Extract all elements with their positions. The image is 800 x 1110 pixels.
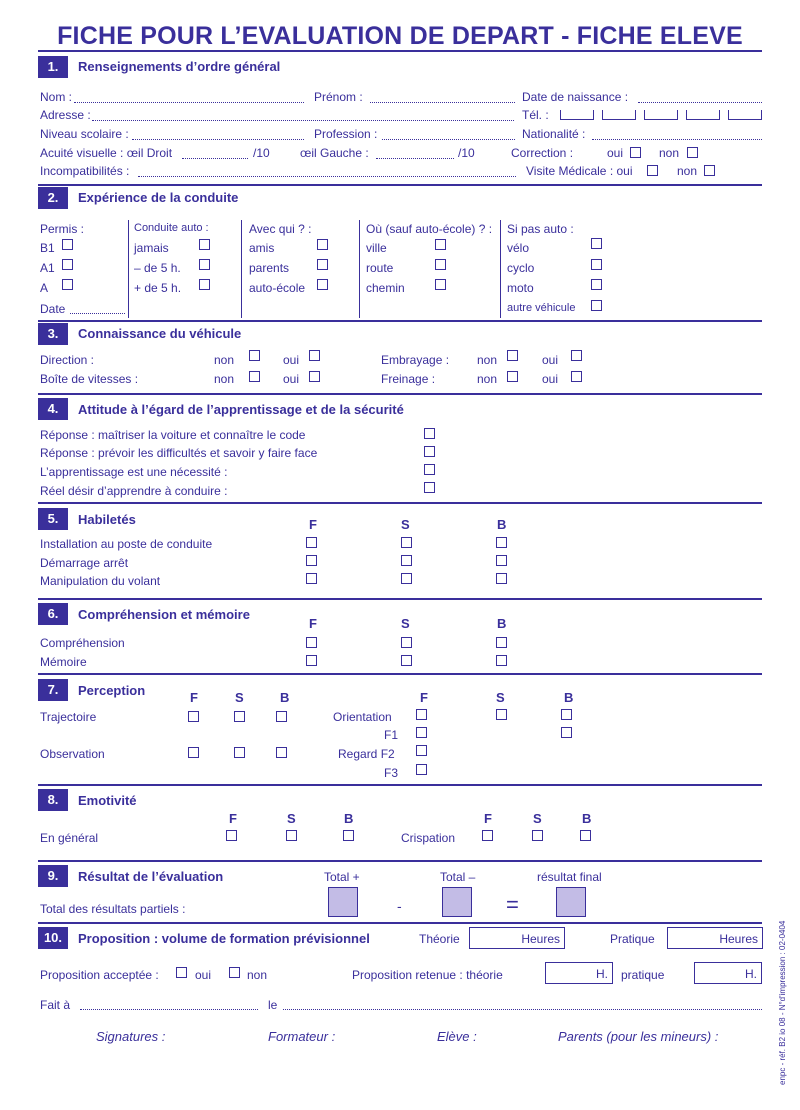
perception-b2-header: B bbox=[564, 690, 574, 705]
resultat-final-box[interactable] bbox=[556, 887, 586, 917]
acceptee-label: Proposition acceptée : bbox=[40, 968, 159, 982]
direction-non-label: non bbox=[214, 353, 235, 367]
col-divider-3 bbox=[359, 220, 360, 318]
visite-oui-checkbox[interactable] bbox=[647, 165, 658, 176]
velo-label: vélo bbox=[507, 241, 530, 255]
section-4-number: 4. bbox=[38, 398, 68, 420]
attitude-item: L’apprentissage est une nécessité : bbox=[40, 465, 228, 479]
direction-oui-label: oui bbox=[283, 353, 300, 367]
perception-f2-header: F bbox=[420, 690, 428, 705]
autre-checkbox[interactable] bbox=[591, 300, 602, 311]
freinage-non-checkbox[interactable] bbox=[507, 371, 518, 382]
autoecole-checkbox[interactable] bbox=[317, 279, 328, 290]
section-7-title: Perception bbox=[78, 683, 146, 698]
section-2-rule bbox=[38, 184, 762, 186]
le-label: le bbox=[268, 998, 278, 1012]
sipas-label: Si pas auto : bbox=[507, 222, 574, 236]
profession-label: Profession : bbox=[314, 127, 378, 141]
trajectoire-label: Trajectoire bbox=[40, 710, 97, 724]
observation-s-checkbox[interactable] bbox=[234, 747, 245, 758]
naissance-field[interactable] bbox=[638, 102, 762, 103]
regard-label: Regard F2 bbox=[338, 747, 395, 761]
permis-label: Permis : bbox=[40, 222, 85, 236]
orientation-label: Orientation bbox=[333, 710, 392, 724]
perception-s-header: S bbox=[235, 690, 244, 705]
emotivite-b-header: B bbox=[344, 811, 354, 826]
nom-label: Nom : bbox=[40, 90, 73, 104]
section-1-number: 1. bbox=[38, 56, 68, 78]
route-checkbox[interactable] bbox=[435, 259, 446, 270]
permis-a1-checkbox[interactable] bbox=[62, 259, 73, 270]
jamais-label: jamais bbox=[134, 241, 169, 255]
embrayage-non-checkbox[interactable] bbox=[507, 350, 518, 361]
cyclo-checkbox[interactable] bbox=[591, 259, 602, 270]
permis-b1-label: B1 bbox=[40, 241, 55, 255]
habiletes-b-header: B bbox=[497, 517, 507, 532]
section-8-title: Emotivité bbox=[78, 793, 137, 808]
orientation-b-checkbox[interactable] bbox=[561, 709, 572, 720]
equals-sign: = bbox=[506, 892, 519, 917]
acceptee-oui-label: oui bbox=[195, 968, 212, 982]
emotivite-s-header: S bbox=[287, 811, 296, 826]
permis-a1-label: A1 bbox=[40, 261, 55, 275]
section-6-number: 6. bbox=[38, 603, 68, 625]
avecqui-label: Avec qui ? : bbox=[249, 222, 312, 236]
comprehension-b-checkbox[interactable] bbox=[496, 637, 507, 648]
parents-label: Parents (pour les mineurs) : bbox=[558, 1029, 719, 1044]
section-3-rule bbox=[38, 320, 762, 322]
attitude-item: Réponse : prévoir les difficultés et savoir y faire face bbox=[40, 446, 318, 460]
comprehension-s-header: S bbox=[401, 616, 410, 631]
habiletes-item: Installation au poste de conduite bbox=[40, 537, 213, 551]
signatures-label: Signatures : bbox=[96, 1029, 166, 1044]
boite-oui-checkbox[interactable] bbox=[309, 371, 320, 382]
boite-label: Boîte de vitesses : bbox=[40, 372, 139, 386]
habiletes-s-checkbox[interactable] bbox=[401, 537, 412, 548]
pratique-label: Pratique bbox=[610, 932, 655, 946]
amis-label: amis bbox=[249, 241, 275, 255]
pratique-heures-unit: Heures bbox=[719, 932, 758, 946]
acceptee-non-label: non bbox=[247, 968, 268, 982]
general-s-checkbox[interactable] bbox=[286, 830, 297, 841]
fait-label: Fait à bbox=[40, 998, 71, 1012]
boite-non-checkbox[interactable] bbox=[249, 371, 260, 382]
resultat-final-label: résultat final bbox=[537, 870, 602, 884]
attitude-checkbox[interactable] bbox=[424, 464, 435, 475]
parents-checkbox[interactable] bbox=[317, 259, 328, 270]
habiletes-b-checkbox[interactable] bbox=[496, 537, 507, 548]
section-10-title: Proposition : volume de formation prévisionnel bbox=[78, 931, 370, 946]
section-8-rule bbox=[38, 784, 762, 786]
comprehension-f-checkbox[interactable] bbox=[306, 637, 317, 648]
theorie-label: Théorie bbox=[419, 932, 460, 946]
trajectoire-f-checkbox[interactable] bbox=[188, 711, 199, 722]
direction-non-checkbox[interactable] bbox=[249, 350, 260, 361]
moins5-checkbox[interactable] bbox=[199, 259, 210, 270]
tel-box-2[interactable] bbox=[602, 110, 636, 120]
cyclo-label: cyclo bbox=[507, 261, 535, 275]
theorie-heures-field[interactable] bbox=[469, 927, 565, 949]
comprehension-item: Compréhension bbox=[40, 636, 125, 650]
col-divider-4 bbox=[500, 220, 501, 318]
nationalite-field[interactable] bbox=[592, 139, 762, 140]
memoire-f-checkbox[interactable] bbox=[306, 655, 317, 666]
memoire-b-checkbox[interactable] bbox=[496, 655, 507, 666]
habiletes-item: Manipulation du volant bbox=[40, 574, 161, 588]
general-label: En général bbox=[40, 831, 99, 845]
profession-field[interactable] bbox=[382, 139, 515, 140]
attitude-checkbox[interactable] bbox=[424, 446, 435, 457]
perception-s2-header: S bbox=[496, 690, 505, 705]
permis-a-checkbox[interactable] bbox=[62, 279, 73, 290]
crispation-label: Crispation bbox=[401, 831, 456, 845]
section-7-rule bbox=[38, 673, 762, 675]
chemin-checkbox[interactable] bbox=[435, 279, 446, 290]
amis-checkbox[interactable] bbox=[317, 239, 328, 250]
ville-label: ville bbox=[366, 241, 387, 255]
comprehension-f-header: F bbox=[309, 616, 317, 631]
adresse-label: Adresse : bbox=[40, 108, 91, 122]
acceptee-non-checkbox[interactable] bbox=[229, 967, 240, 978]
retenue-pratique-unit: H. bbox=[745, 967, 757, 981]
embrayage-oui-label: oui bbox=[542, 353, 559, 367]
trajectoire-b-checkbox[interactable] bbox=[276, 711, 287, 722]
conduite-label: Conduite auto : bbox=[134, 222, 209, 234]
freinage-oui-checkbox[interactable] bbox=[571, 371, 582, 382]
f1-b-checkbox[interactable] bbox=[561, 727, 572, 738]
col-divider-2 bbox=[241, 220, 242, 318]
emotivite-s2-header: S bbox=[533, 811, 542, 826]
perception-b-header: B bbox=[280, 690, 290, 705]
oeil-gauche-field[interactable] bbox=[376, 158, 454, 159]
correction-non-checkbox[interactable] bbox=[687, 147, 698, 158]
partiels-label: Total des résultats partiels : bbox=[40, 902, 186, 916]
section-4-rule bbox=[38, 393, 762, 395]
velo-checkbox[interactable] bbox=[591, 238, 602, 249]
habiletes-item: Démarrage arrêt bbox=[40, 556, 129, 570]
total-plus-box[interactable] bbox=[328, 887, 358, 917]
observation-f-checkbox[interactable] bbox=[188, 747, 199, 758]
habiletes-s-checkbox[interactable] bbox=[401, 573, 412, 584]
section-7-number: 7. bbox=[38, 679, 68, 701]
attitude-item: Réel désir d’apprendre à conduire : bbox=[40, 484, 228, 498]
col-divider-1 bbox=[128, 220, 129, 318]
retenue-pratique-field[interactable] bbox=[694, 962, 762, 984]
moto-checkbox[interactable] bbox=[591, 279, 602, 290]
autre-label: autre véhicule bbox=[507, 302, 576, 314]
ou-label: Où (sauf auto-école) ? : bbox=[366, 222, 493, 236]
correction-label: Correction : bbox=[511, 146, 574, 160]
prenom-field[interactable] bbox=[370, 102, 515, 103]
emotivite-f2-header: F bbox=[484, 811, 492, 826]
habiletes-s-header: S bbox=[401, 517, 410, 532]
general-f-checkbox[interactable] bbox=[226, 830, 237, 841]
reference-side-text: enpc - réf. B2 io 08 - N°d'impression : 02-0404 bbox=[778, 920, 787, 1085]
nom-field[interactable] bbox=[74, 102, 304, 103]
retenue-theorie-unit: H. bbox=[596, 967, 608, 981]
oeil-droit-field[interactable] bbox=[182, 158, 248, 159]
tel-box-1[interactable] bbox=[560, 110, 594, 120]
section-10-number: 10. bbox=[38, 927, 68, 949]
total-moins-box[interactable] bbox=[442, 887, 472, 917]
section-6-title: Compréhension et mémoire bbox=[78, 607, 250, 622]
section-9-title: Résultat de l’évaluation bbox=[78, 869, 224, 884]
comprehension-b-header: B bbox=[497, 616, 507, 631]
visite-label: Visite Médicale : oui bbox=[526, 164, 633, 178]
f3-checkbox[interactable] bbox=[416, 764, 427, 775]
permis-date-label: Date bbox=[40, 302, 66, 316]
attitude-checkbox[interactable] bbox=[424, 428, 435, 439]
regard-f2-checkbox[interactable] bbox=[416, 745, 427, 756]
memoire-item: Mémoire bbox=[40, 655, 87, 669]
permis-a-label: A bbox=[40, 281, 49, 295]
theorie-heures-unit: Heures bbox=[521, 932, 560, 946]
tel-label: Tél. : bbox=[522, 108, 549, 122]
crispation-b-checkbox[interactable] bbox=[580, 830, 591, 841]
visite-non-checkbox[interactable] bbox=[704, 165, 715, 176]
section-3-title: Connaissance du véhicule bbox=[78, 326, 242, 341]
chemin-label: chemin bbox=[366, 281, 405, 295]
tel-box-5[interactable] bbox=[728, 110, 762, 120]
moto-label: moto bbox=[507, 281, 534, 295]
niveau-field[interactable] bbox=[132, 139, 304, 140]
acceptee-oui-checkbox[interactable] bbox=[176, 967, 187, 978]
sur10-droit: /10 bbox=[253, 146, 270, 160]
embrayage-oui-checkbox[interactable] bbox=[571, 350, 582, 361]
adresse-field[interactable] bbox=[92, 120, 514, 121]
section-3-number: 3. bbox=[38, 323, 68, 345]
f1-label: F1 bbox=[384, 728, 399, 742]
habiletes-f-checkbox[interactable] bbox=[306, 555, 317, 566]
section-10-rule bbox=[38, 922, 762, 924]
crispation-f-checkbox[interactable] bbox=[482, 830, 493, 841]
section-5-title: Habiletés bbox=[78, 512, 136, 527]
section-4-title: Attitude à l’égard de l’apprentissage et de la sécurité bbox=[78, 402, 404, 417]
habiletes-f-header: F bbox=[309, 517, 317, 532]
retenue-theorie-field[interactable] bbox=[545, 962, 613, 984]
emotivite-b2-header: B bbox=[582, 811, 592, 826]
moins5-label: – de 5 h. bbox=[134, 261, 181, 275]
tel-box-3[interactable] bbox=[644, 110, 678, 120]
embrayage-label: Embrayage : bbox=[381, 353, 450, 367]
permis-b1-checkbox[interactable] bbox=[62, 239, 73, 250]
correction-oui-label: oui bbox=[607, 146, 624, 160]
permis-date-field[interactable] bbox=[70, 313, 125, 314]
sur10-gauche: /10 bbox=[458, 146, 475, 160]
embrayage-non-label: non bbox=[477, 353, 498, 367]
habiletes-b-checkbox[interactable] bbox=[496, 555, 507, 566]
oeil-gauche-label: œil Gauche : bbox=[300, 146, 369, 160]
correction-non-label: non bbox=[659, 146, 680, 160]
page-title: FICHE POUR L’EVALUATION DE DEPART - FICHE ELEVE bbox=[57, 22, 743, 50]
freinage-oui-label: oui bbox=[542, 372, 559, 386]
total-plus-label: Total + bbox=[324, 870, 360, 884]
boite-oui-label: oui bbox=[283, 372, 300, 386]
pratique-heures-field[interactable] bbox=[667, 927, 763, 949]
niveau-label: Niveau scolaire : bbox=[40, 127, 129, 141]
habiletes-b-checkbox[interactable] bbox=[496, 573, 507, 584]
section-9-rule bbox=[38, 860, 762, 862]
plus5-label: + de 5 h. bbox=[134, 281, 182, 295]
plus5-checkbox[interactable] bbox=[199, 279, 210, 290]
incompat-label: Incompatibilités : bbox=[40, 164, 130, 178]
jamais-checkbox[interactable] bbox=[199, 239, 210, 250]
tel-box-4[interactable] bbox=[686, 110, 720, 120]
section-2-title: Expérience de la conduite bbox=[78, 190, 239, 205]
incompat-field[interactable] bbox=[138, 176, 516, 177]
orientation-f-checkbox[interactable] bbox=[416, 709, 427, 720]
direction-label: Direction : bbox=[40, 353, 95, 367]
general-b-checkbox[interactable] bbox=[343, 830, 354, 841]
orientation-s-checkbox[interactable] bbox=[496, 709, 507, 720]
section-5-number: 5. bbox=[38, 508, 68, 530]
formateur-label: Formateur : bbox=[268, 1029, 336, 1044]
f1-checkbox[interactable] bbox=[416, 727, 427, 738]
section-2-number: 2. bbox=[38, 187, 68, 209]
section-8-number: 8. bbox=[38, 789, 68, 811]
section-1-title: Renseignements d’ordre général bbox=[78, 59, 281, 74]
autoecole-label: auto-école bbox=[249, 281, 306, 295]
retenue-label: Proposition retenue : théorie bbox=[352, 968, 503, 982]
observation-label: Observation bbox=[40, 747, 105, 761]
le-field[interactable] bbox=[283, 1009, 762, 1010]
freinage-label: Freinage : bbox=[381, 372, 436, 386]
correction-oui-checkbox[interactable] bbox=[630, 147, 641, 158]
prenom-label: Prénom : bbox=[314, 90, 363, 104]
total-moins-label: Total – bbox=[440, 870, 476, 884]
parents-label: parents bbox=[249, 261, 290, 275]
acuite-label: Acuité visuelle : œil Droit bbox=[40, 146, 173, 160]
nationalite-label: Nationalité : bbox=[522, 127, 586, 141]
f3-label: F3 bbox=[384, 766, 399, 780]
ville-checkbox[interactable] bbox=[435, 239, 446, 250]
minus-sign: - bbox=[397, 898, 402, 914]
route-label: route bbox=[366, 261, 394, 275]
habiletes-s-checkbox[interactable] bbox=[401, 555, 412, 566]
comprehension-s-checkbox[interactable] bbox=[401, 637, 412, 648]
visite-non-label: non bbox=[677, 164, 698, 178]
attitude-checkbox[interactable] bbox=[424, 482, 435, 493]
emotivite-f-header: F bbox=[229, 811, 237, 826]
section-5-rule bbox=[38, 502, 762, 504]
retenue-pratique-label: pratique bbox=[621, 968, 665, 982]
crispation-s-checkbox[interactable] bbox=[532, 830, 543, 841]
naissance-label: Date de naissance : bbox=[522, 90, 629, 104]
fait-field[interactable] bbox=[80, 1009, 258, 1010]
memoire-s-checkbox[interactable] bbox=[401, 655, 412, 666]
section-9-number: 9. bbox=[38, 865, 68, 887]
section-6-rule bbox=[38, 598, 762, 600]
observation-b-checkbox[interactable] bbox=[276, 747, 287, 758]
boite-non-label: non bbox=[214, 372, 235, 386]
eleve-label: Elève : bbox=[437, 1029, 477, 1044]
direction-oui-checkbox[interactable] bbox=[309, 350, 320, 361]
habiletes-f-checkbox[interactable] bbox=[306, 537, 317, 548]
freinage-non-label: non bbox=[477, 372, 498, 386]
attitude-item: Réponse : maîtriser la voiture et connaître le code bbox=[40, 428, 306, 442]
perception-f-header: F bbox=[190, 690, 198, 705]
title-rule bbox=[38, 50, 762, 52]
habiletes-f-checkbox[interactable] bbox=[306, 573, 317, 584]
trajectoire-s-checkbox[interactable] bbox=[234, 711, 245, 722]
